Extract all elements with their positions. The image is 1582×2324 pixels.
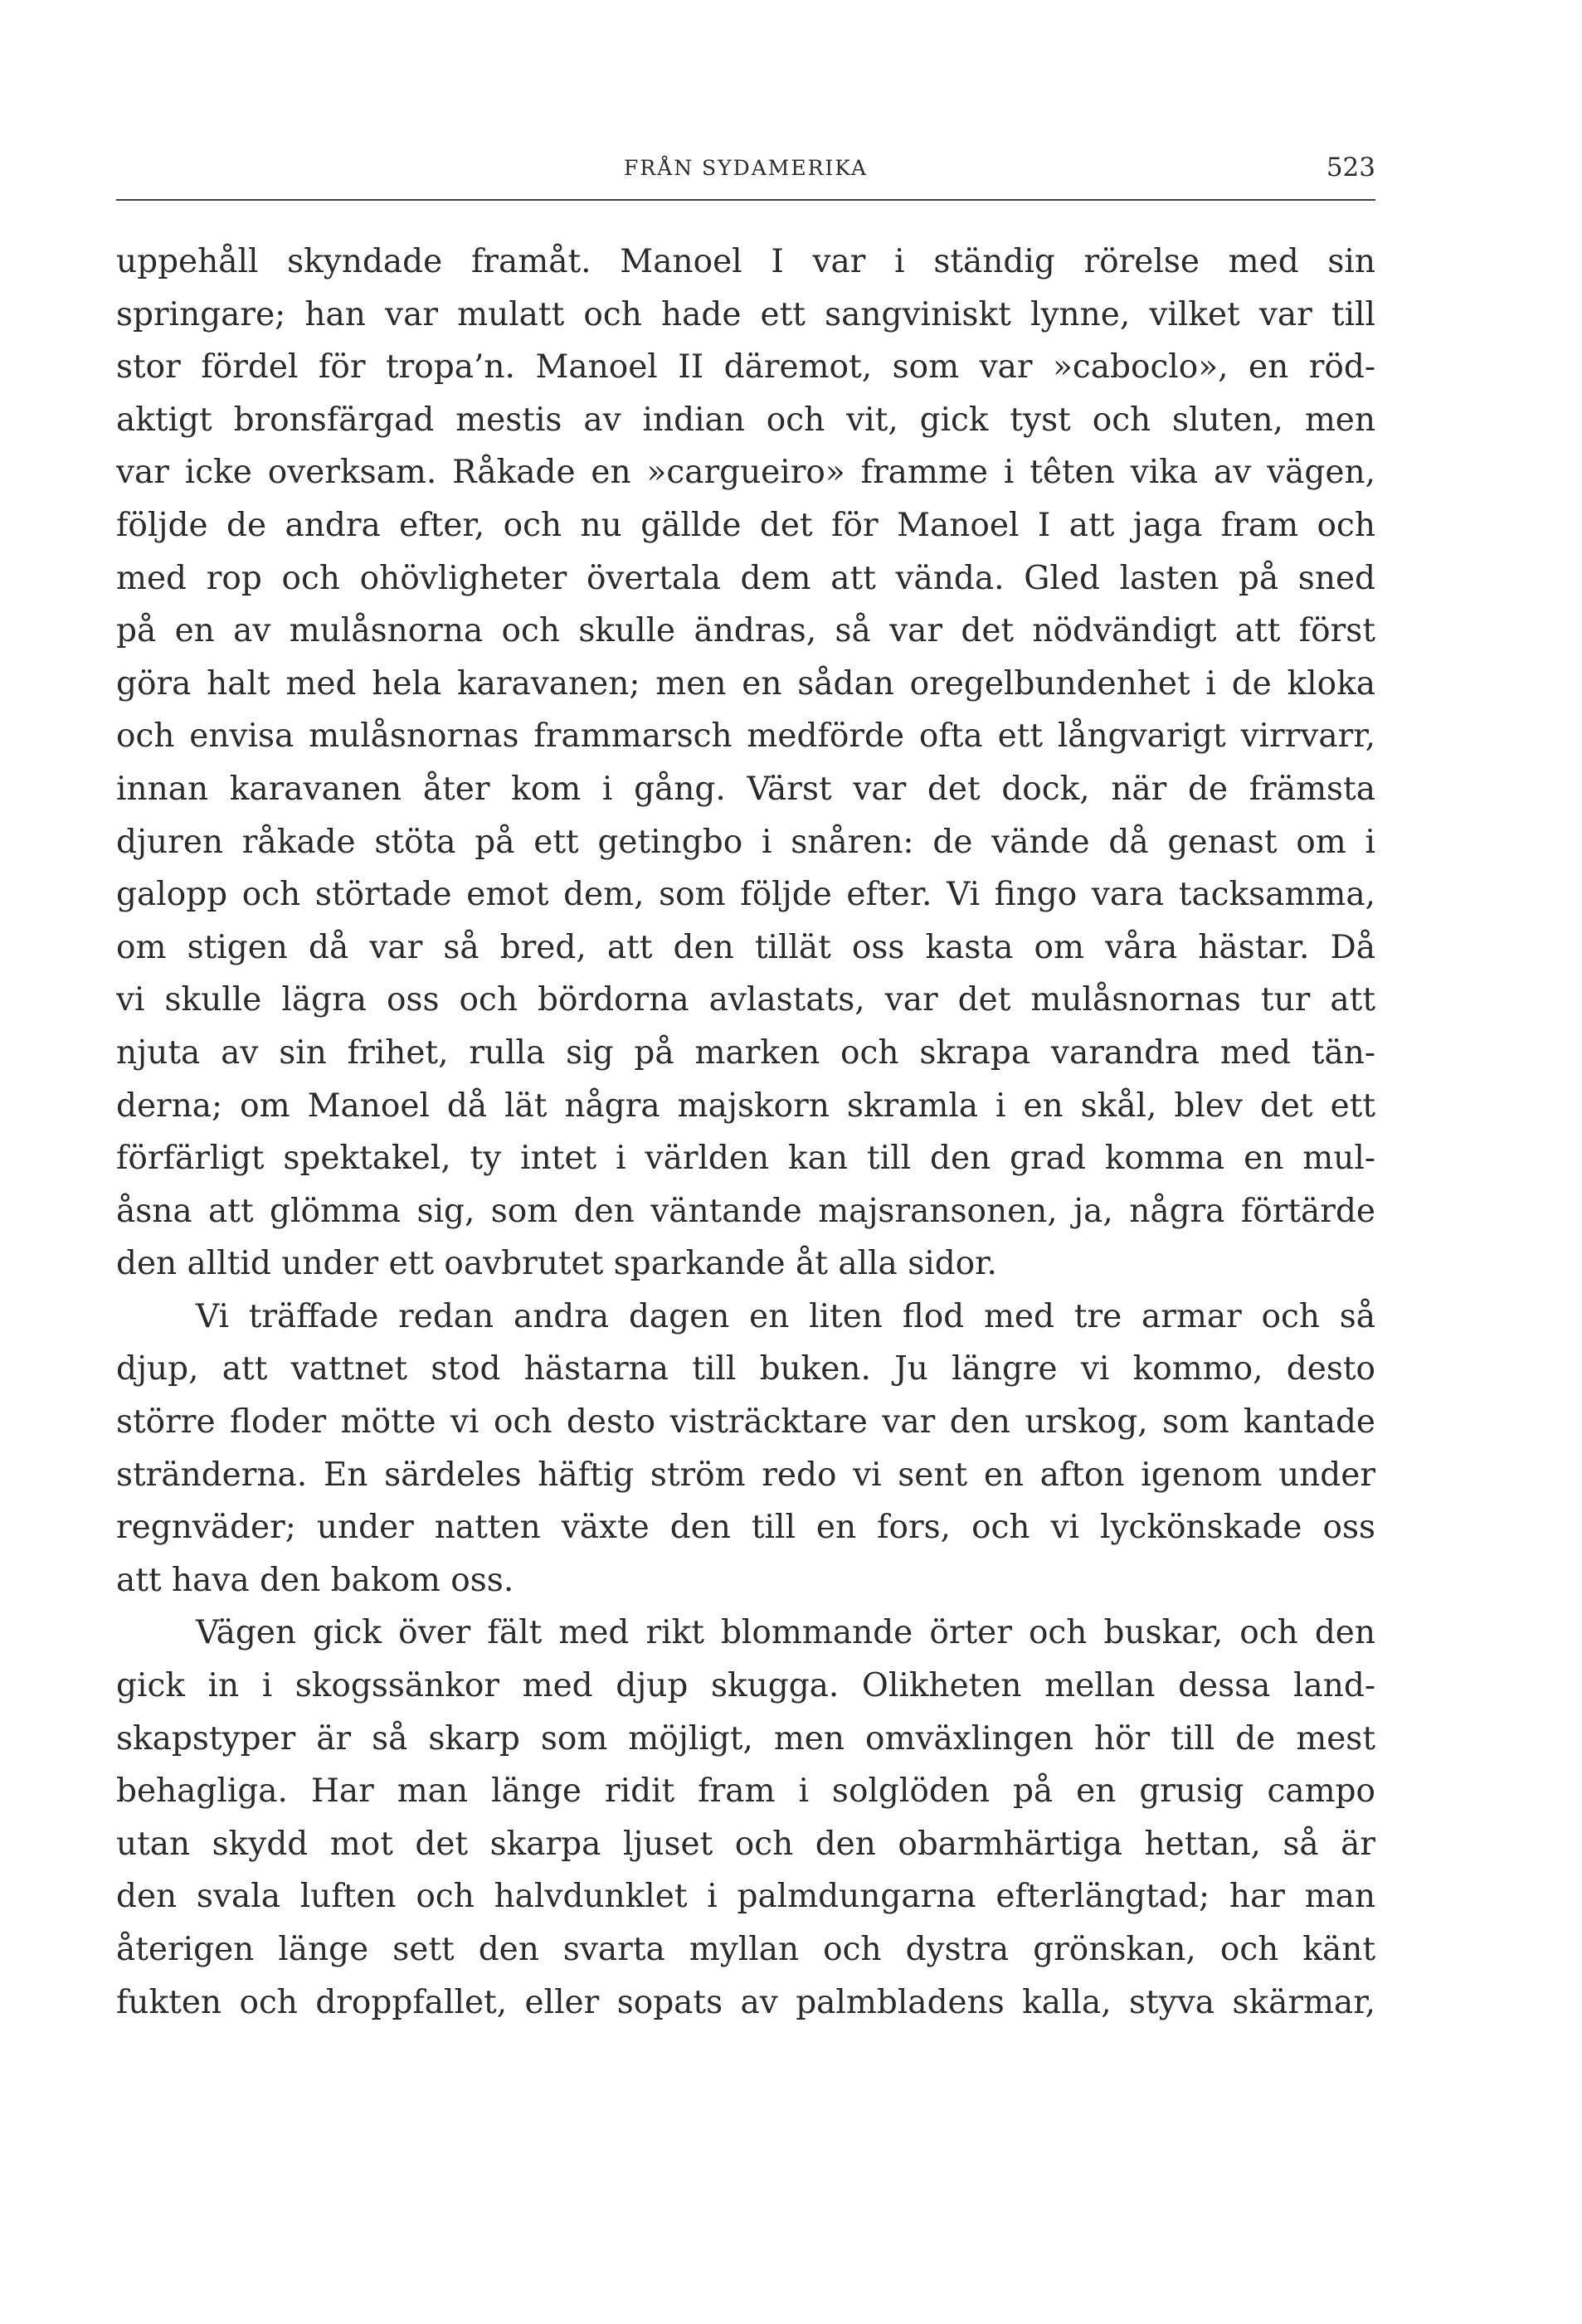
text-line: njuta av sin frihet, rulla sig på marken och skrapa varandra med tän- [116,1033,1375,1072]
text-line: på en av mulåsnorna och skulle ändras, så var det nödvändigt att först [116,612,1375,650]
text-line: stor fördel för tropa’n. Manoel II däremot, som var »caboclo», en röd- [116,348,1375,387]
paragraph-first-line: Vi träffade redan andra dagen en liten flod med tre armar och så [196,1297,1375,1335]
text-line: och envisa mulåsnornas frammarsch medförde ofta ett långvarigt virrvarr, [116,717,1375,756]
header-rule [116,199,1375,201]
text-line: om stigen då var så bred, att den tillät oss kasta om våra hästar. Då [116,928,1375,966]
text-line: förfärligt spektakel, ty intet i världen kan till den grad komma en mul- [116,1140,1375,1178]
text-line: återigen länge sett den svarta myllan och dystra grönskan, och känt [116,1931,1375,1968]
text-line: uppehåll skyndade framåt. Manoel I var i ständig rörelse med sin [116,243,1375,280]
text-line: var icke overksam. Råkade en »cargueiro» framme i têten vika av vägen, [116,454,1375,492]
paragraph-last-line: att hava den bakom oss. [116,1561,514,1599]
text-line: större floder mötte vi och desto visträcktare var den urskog, som kantade [116,1403,1375,1442]
page-number: 523 [1326,153,1375,182]
text-line: gick in i skogssänkor med djup skugga. Olikheten mellan dessa land- [116,1667,1375,1705]
text-line: djuren råkade stöta på ett getingbo i snåren: de vände då genast om i [116,823,1375,861]
text-line: fukten och droppfallet, eller sopats av palmbladens kalla, styva skärmar, [116,1983,1375,2021]
text-line: innan karavanen åter kom i gång. Värst var det dock, när de främsta [116,770,1375,808]
text-line: springare; han var mulatt och hade ett sangviniskt lynne, vilket var till [116,295,1375,333]
text-line: aktigt bronsfärgad mestis av indian och vit, gick tyst och sluten, men [116,401,1375,439]
text-line: stränderna. En särdeles häftig ström redo vi sent en afton igenom under [116,1456,1375,1494]
text-line: följde de andra efter, och nu gällde det för Manoel I att jaga fram och [116,506,1375,544]
text-line: åsna att glömma sig, som den väntande majsransonen, ja, några förtärde [116,1192,1375,1230]
paragraph-first-line: Vägen gick över fält med rikt blommande örter och buskar, och den [196,1614,1375,1652]
running-title: FRÅN SYDAMERIKA [623,156,869,180]
running-head [116,148,1375,197]
text-line: djup, att vattnet stod hästarna till buken. Ju längre vi kommo, desto [116,1350,1375,1388]
text-line: regnväder; under natten växte den till en fors, och vi lyckönskade oss [116,1509,1375,1547]
paragraph-last-line: den alltid under ett oavbrutet sparkande åt alla sidor. [116,1245,997,1283]
text-line: derna; om Manoel då lät några majskorn skramla i en skål, blev det ett [116,1087,1375,1125]
text-line: göra halt med hela karavanen; men en sådan oregelbundenhet i de kloka [116,664,1375,703]
text-line: galopp och störtade emot dem, som följde efter. Vi fingo vara tacksamma, [116,876,1375,914]
text-line: behagliga. Har man länge ridit fram i solglöden på en grusig campo [116,1772,1375,1811]
text-line: den svala luften och halvdunklet i palmdungarna efterlängtad; har man [116,1878,1375,1916]
text-line: vi skulle lägra oss och bördorna avlastats, var det mulåsnornas tur att [116,981,1375,1019]
body-text [116,236,1375,2029]
text-line: med rop och ohövligheter övertala dem att vända. Gled lasten på sned [116,559,1375,597]
text-line: skapstyper är så skarp som möjligt, men omväxlingen hör till de mest [116,1719,1375,1758]
text-line: utan skydd mot det skarpa ljuset och den obarmhärtiga hettan, så är [116,1825,1375,1863]
